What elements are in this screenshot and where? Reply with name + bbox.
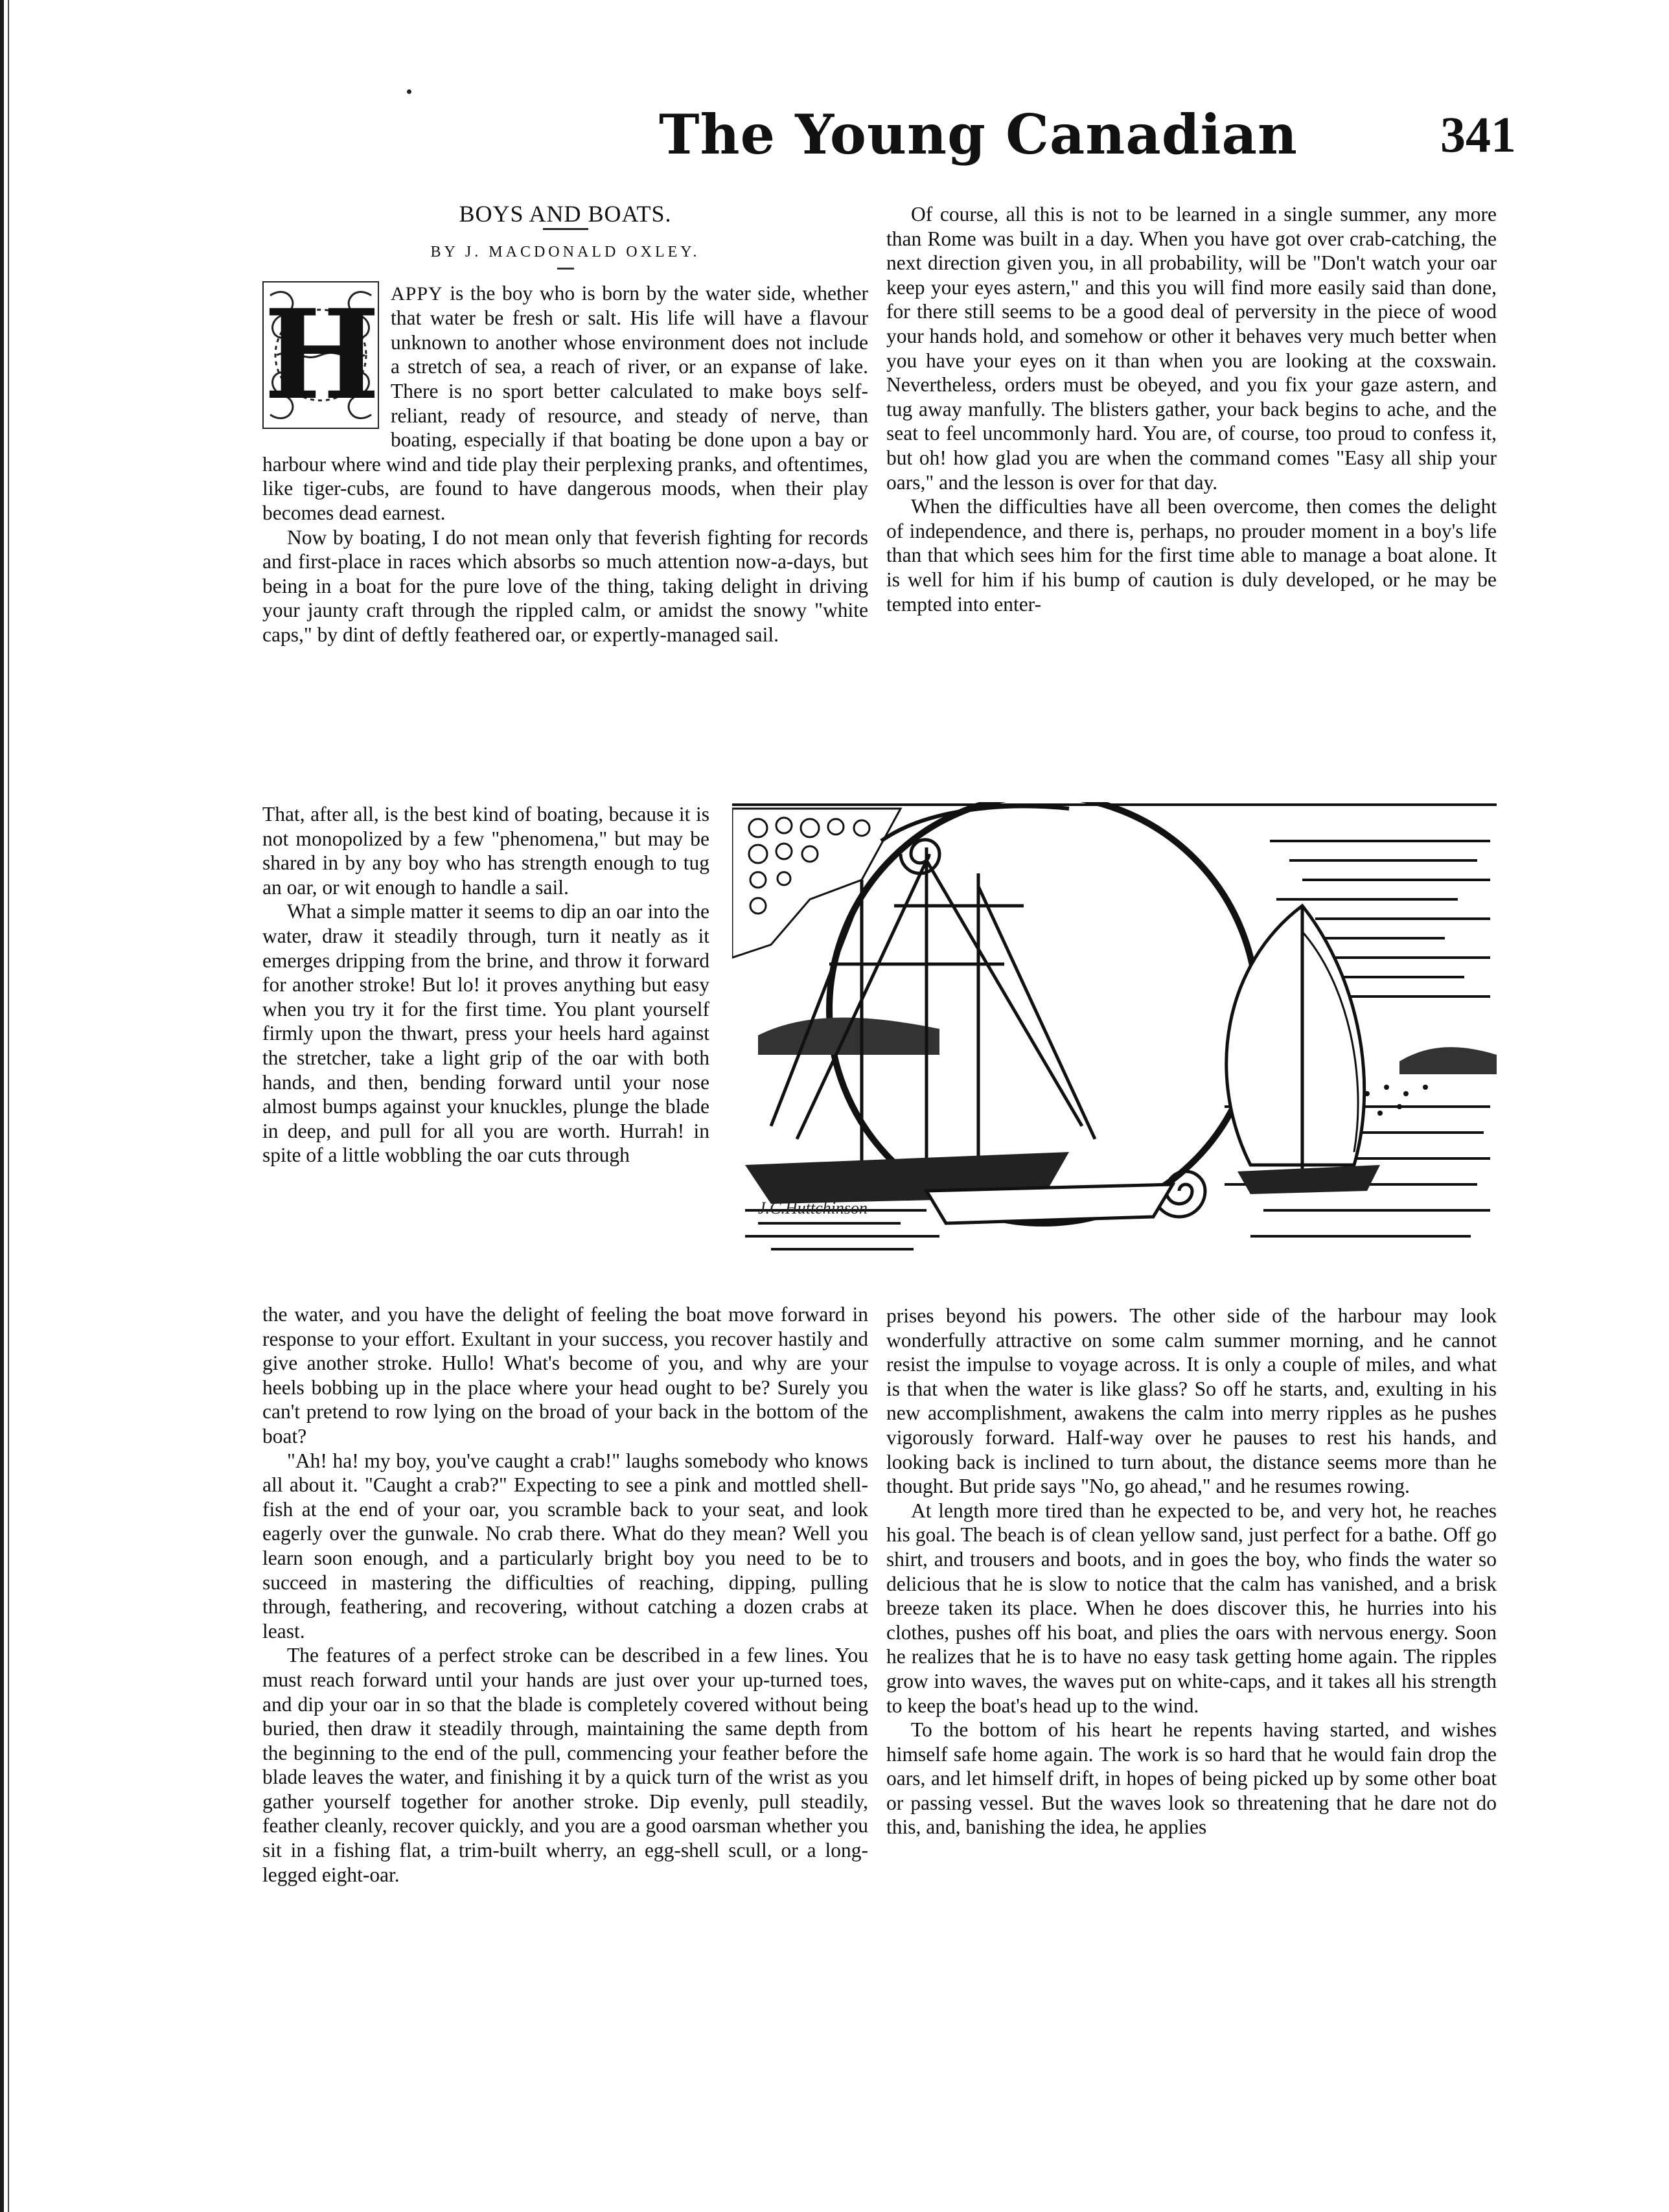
paragraph-oar-narrow: What a simple matter it seems to dip an oar into the water, draw it steadily through, turn it neatly as it emerges dripping from the brine, and throw it forward for another stroke! But lo! it proves anything but easy when you try it for the first time. You plant yourself firmly upon the thwart, press your heels hard against the stretcher, take a light grip of the oar with both hands, and then, bending forward until your nose almost bumps against your knuckles, plunge the blade in deep, and pull for all you are worth. Hurrah! in spite of a little wobbling the oar cuts through [262,900,709,1167]
sailboats-illustration [732,802,1497,1256]
paragraph-boating-wide: Now by boating, I do not mean only that feverish fighting for records and first-place in races which absorbs so much attention now-a-days, but being in a boat for the pure love of the thing, taking delight in driving your jaunty craft through the rippled calm, or amidst the snowy "white caps," by dint of deftly feathered oar, or expertly-managed sail. [262,525,868,646]
title-rule [543,228,588,230]
dropcap-letter: H [264,282,380,427]
right-column-lower [886,1304,1497,1839]
paragraph-intro-text: is the boy who is born by the water side, whether that water be fresh or salt. His life will have a flavour unknown to another whose environment does not include a stretch of sea, a reach of river, or an expanse of lake. There is no sport better calculated to make boys self-reliant, ready of resource, and steady of nerve, than boating, especially if that boating be done upon a bay or harbour where wind and tide play their perplexing pranks, and oftentimes, like tiger-cubs, are found to have dangerous moods, when their play becomes dead earnest. [262,281,868,524]
ink-speck [407,89,411,94]
paragraph-stroke: The features of a perfect stroke can be described in a few lines. You must reach forward until your hands are just over your up-turned toes, and dip your oar in so that the blade is completely covered without being buried, then draw it steadily through, maintaining the same depth from the beginning to the end of the pull, commencing your feather before the blade leaves the water, and finishing it by a quick turn of the wrist as you gather yourself together for another stroke. Dip evenly, pull steadily, feather cleanly, recover quickly, and you are a good oarsman whether you sit in a fishing flat, a trim-built wherry, an egg-shell scull, or a long-legged eight-oar. [262,1644,868,1886]
page-number: 341 [1440,106,1516,163]
left-column-lower [262,1302,868,1887]
paragraph-summer: Of course, all this is not to be learned in a single summer, any more than Rome was built in a day. When you have got over crab-catching, the next direction given you, in all probability, will be "Don't watch your oar keep your eyes astern," and this you will find more easily said than done, for there still seems to be a good deal of perversity in the piece of wood your hands hold, and somehow or other it behaves very much better when you have your eyes on it than when you are looking at the coxswain. Nevertheless, orders must be obeyed, and you fix your gaze astern, and tug away manfully. The blisters gather, your back begins to ache, and the seat to feel uncommonly hard. You are, of course, too proud to confess it, but oh! how glad you are when the command comes "Easy all ship your oars," and the lesson is over for that day. [886,203,1497,494]
article-title: BOYS AND BOATS. [459,201,672,227]
ornamental-dropcap-icon [262,281,379,429]
article-byline: BY J. MACDONALD OXLEY. [430,244,700,260]
intro-caps: APPY [391,282,443,305]
right-column-upper [886,202,1497,616]
paragraph-intro [262,281,868,525]
page-binding-edge [0,0,16,2212]
paragraph-boating-narrow: That, after all, is the best kind of boating, because it is not monopolized by a few "phenomena," but may be shared in by any boy who has strength enough to tug an oar, or wit enough to handle a sail. [262,803,709,899]
paragraph-oar-wide: the water, and you have the delight of feeling the boat move forward in response to your effort. Exultant in your success, you recover hastily and give another stroke. Hullo! What's become of you, and why are your heels bobbing up in the place where your head ought to be? Surely you can't pretend to row lying on the broad of your back in the bottom of the boat? [262,1303,868,1447]
left-column [262,200,868,647]
sailboats-engraving-icon [732,802,1497,1256]
paragraph-goal: At length more tired than he expected to be, and very hot, he reaches his goal. The beach is of clean yellow sand, just perfect for a bathe. Off go shirt, and trousers and boots, and in goes the boy, who finds the water so delicious that he is slow to notice that the calm has vanished, and a brisk breeze taken its place. When he does discover this, he hurries into his clothes, pushes off his boat, and plies the oars with nervous energy. Soon he realizes that he is to have no easy task getting home again. The ripples grow into waves, the waves put on white-caps, and it takes all his strength to keep the boat's head up to the wind. [886,1499,1497,1717]
paragraph-harbour: prises beyond his powers. The other side of the harbour may look wonderfully attractive on some calm summer morning, and he cannot resist the impulse to voyage across. It is only a couple of miles, and what is that when the water is like glass? So off he starts, and, exulting in his new accomplishment, awakens the calm into merry ripples as he pushes vigorously forward. Half-way over he pauses to rest his hands, and looking back is inclined to turn about, the distance seems more than he thought. But pride says "No, go ahead," and he resumes rowing. [886,1304,1497,1498]
paragraph-repents: To the bottom of his heart he repents having started, and wishes himself safe home again. The work is so hard that he would fain drop the oars, and let himself drift, in hopes of being picked up by some other boat or passing vessel. But the waves look so threatening that he dare not do this, and, banishing the idea, he applies [886,1718,1497,1839]
byline-rule [557,268,574,270]
left-column-narrow [262,802,709,1168]
artist-signature: J.C.Huttchinson [758,1199,868,1217]
masthead-title: The Young Canadian [658,102,1298,167]
paragraph-independence: When the difficulties have all been overcome, then comes the delight of independence, and there is, perhaps, no prouder moment in a boy's life than that which sees him for the first time able to manage a boat alone. It is well for him if his bump of caution is duly developed, or he may be tempted into enter- [886,495,1497,616]
paragraph-crab: "Ah! ha! my boy, you've caught a crab!" laughs somebody who knows all about it. "Caught a crab?" Expecting to see a pink and mottled shell-fish at the end of your oar, you scramble back to your seat, and look eagerly over the gunwale. No crab there. What do they mean? Well you learn soon enough, and a particularly bright boy you need to be to succeed in mastering the difficulties of reaching, dipping, pulling through, feathering, and recovering, without catching a dozen crabs at least. [262,1449,868,1642]
